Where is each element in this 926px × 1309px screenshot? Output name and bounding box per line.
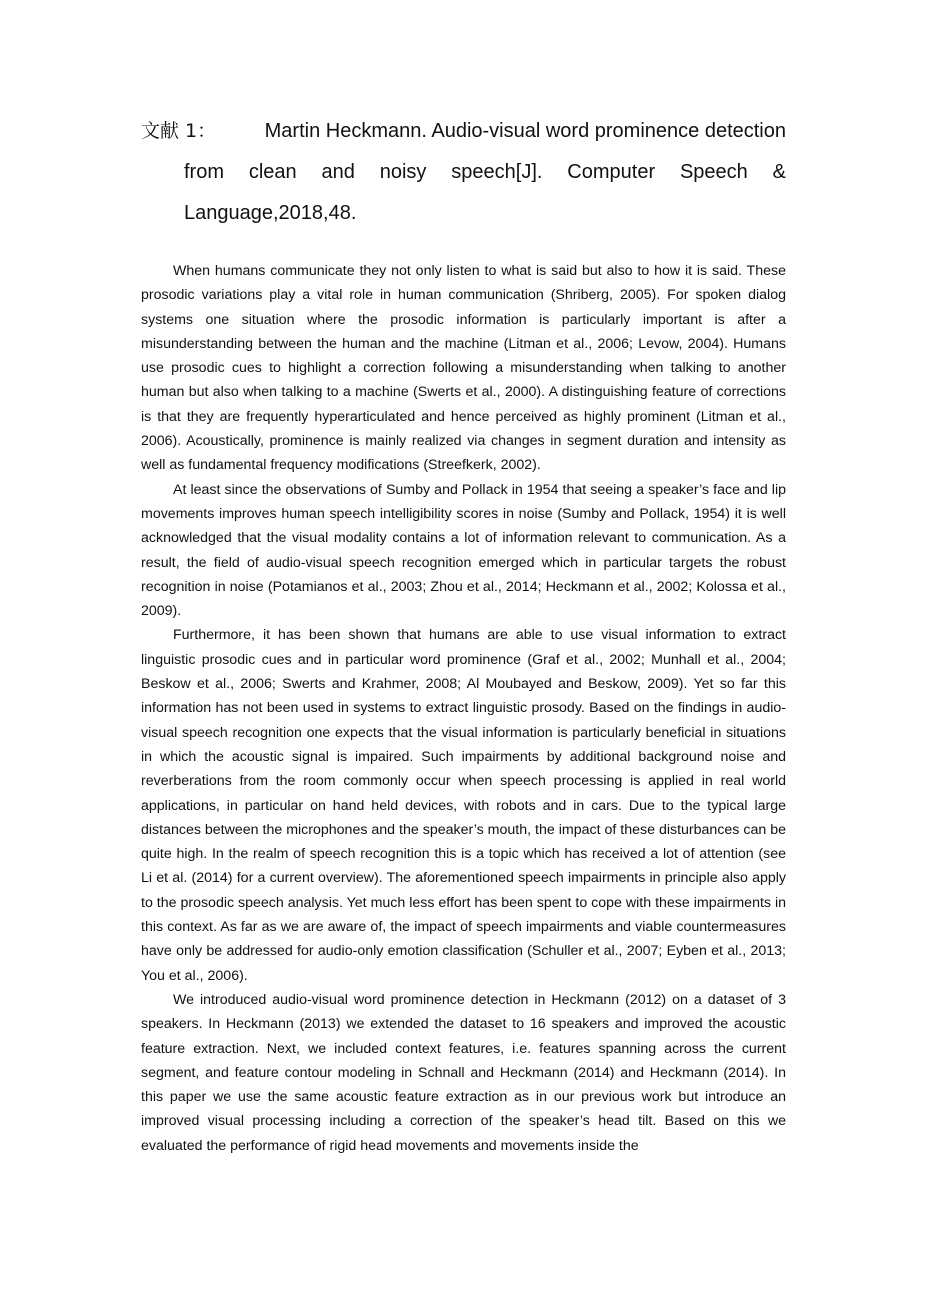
paragraph-1: When humans communicate they not only listen to what is said but also to how it is said. These prosodic variations play a vital role in human communication (Shriberg, 2005). For spoken dialog systems one situation where the prosodic information is particularly important is after a misunderstanding between the human and the machine (Litman et al., 2006; Levow, 2004). Humans use prosodic cues to highlight a correction following a misunderstanding when talking to another human but also when talking to a machine (Swerts et al., 2000). A distinguishing feature of corrections is that they are frequently hyperarticulated and hence perceived as highly prominent (Litman et al., 2006). Acoustically, prominence is mainly realized via changes in segment duration and intensity as well as fundamental frequency modifications (Streefkerk, 2002). (141, 263, 786, 474)
paragraph-4: We introduced audio-visual word prominence detection in Heckmann (2012) on a dataset of 3 speakers. In Heckmann (2013) we extended the dataset to 16 speakers and improved the acoustic feature extraction. Next, we included context features, i.e. features spanning across the current segment, and feature contour modeling in Schnall and Heckmann (2014) and Heckmann (2014). In this paper we use the same acoustic feature extraction as in our previous work but introduce an improved visual processing including a correction of the speaker’s head tilt. Based on this we evaluated the performance of rigid head movements and movements inside the (141, 991, 786, 1154)
reference-heading (141, 111, 786, 234)
body-text (141, 259, 786, 1158)
reference-label: 文献 1： (141, 120, 217, 142)
reference-title-line-3: Language,2018,48. (184, 202, 357, 224)
reference-title-line-1: Martin Heckmann. Audio-visual word prominence detection (264, 120, 786, 142)
paragraph-3: Furthermore, it has been shown that humans are able to use visual information to extract linguistic prosodic cues and in particular word prominence (Graf et al., 2002; Munhall et al., 2004; Beskow et al., 2006; Swerts and Krahmer, 2008; Al Moubayed and Beskow, 2009). Yet so far this information has not been used in systems to extract linguistic prosody. Based on the findings in audio-visual speech recognition one expects that the visual information is particularly beneficial in situations in which the acoustic signal is impaired. Such impairments by additional background noise and reverberations from the room commonly occur when speech processing is applied in real world applications, in particular on hand held devices, with robots and in cars. Due to the typical large distances between the microphones and the speaker’s mouth, the impact of these disturbances can be quite high. In the realm of speech recognition this is a topic which has received a lot of attention (see Li et al. (2014) for a current overview). The aforementioned speech impairments in principle also apply to the prosodic speech analysis. Yet much less effort has been spent to cope with these impairments in this context. As far as we are aware of, the impact of speech impairments and viable countermeasures have only be addressed for audio-only emotion classification (Schuller et al., 2007; Eyben et al., 2013; You et al., 2006). (141, 627, 786, 984)
reference-line-1 (141, 111, 786, 152)
paragraph-2: At least since the observations of Sumby and Pollack in 1954 that seeing a speaker’s face and lip movements improves human speech intelligibility scores in noise (Sumby and Pollack, 1954) it is well acknowledged that the visual modality contains a lot of information relevant to communication. As a result, the field of audio-visual speech recognition emerged which in particular targets the robust recognition in noise (Potamianos et al., 2003; Zhou et al., 2014; Heckmann et al., 2002; Kolossa et al., 2009). (141, 481, 786, 620)
reference-title-line-2: from clean and noisy speech[J]. Computer Speech & (184, 161, 786, 183)
